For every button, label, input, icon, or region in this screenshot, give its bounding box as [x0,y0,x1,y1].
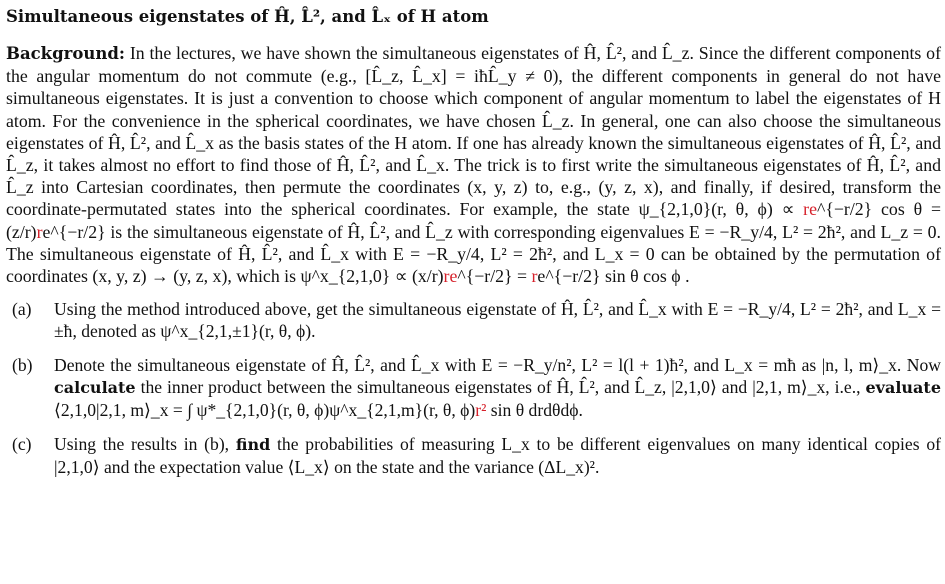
background-label: Background: [6,44,125,63]
question-c-text-1: Using the results in (b), [54,434,236,455]
background-text-2: ^{−r/2} cos θ = (z/r) [6,199,941,242]
highlight-re-1: re [803,199,817,220]
question-b-text-4: sin θ drdθdϕ. [486,400,583,421]
question-a-text: Using the method introduced above, get the simultaneous eigenstate of Ĥ, L̂², and L̂_x with E = −R_y/4, L² = 2ħ², and L_x = ±ħ, denoted as ψ^x_{2,1,±1}(r, θ, ϕ). [54,299,941,342]
question-c [6,433,941,478]
question-c-tag: (c) [12,434,32,455]
background-text-5: e^{−r/2} sin θ cos ϕ . [537,266,690,287]
question-b-text-3: ⟨2,1,0|2,1, m⟩_x = ∫ ψ*_{2,1,0}(r, θ, ϕ)ψ^x_{2,1,m}(r, θ, ϕ) [54,400,476,421]
highlight-re-2: re [443,266,458,287]
question-b-evaluate: evaluate [865,377,941,397]
question-c-find: find [235,435,271,455]
question-b-calculate: calculate [54,377,136,397]
highlight-r-2: r [531,266,538,287]
question-b-text-2: the inner product between the simultaneous eigenstates of Ĥ, L̂², and L̂_z, |2,1,0⟩ and |2,1, m⟩_x, i.e., [135,376,866,397]
question-b-text-1: Denote the simultaneous eigenstate of Ĥ, L̂², and L̂_x with E = −R_y/n², L² = l(l + 1)ħ², and L_x = mħ as |n, l, m⟩_x. Now [54,354,941,375]
background-paragraph [6,42,941,287]
highlight-r-1: r [36,221,43,242]
question-c-body [54,433,941,478]
background-text-3: e^{−r/2} is the simultaneous eigenstate of Ĥ, L̂², and L̂_z with corresponding eigenvalues E = −R_y/4, L² = 2ħ², and L_z = 0. The simultaneous eigenstate of Ĥ, L̂², and L̂_x with E = −R_y/4, L² = 2ħ², and L_x = 0 can be obtained by the permutation of coordinates (x, y, z) → (y, z, x), which is ψ^x_{2,1,0} ∝ (x/r) [6,221,941,287]
question-a-tag: (a) [12,299,32,320]
question-b-body [54,354,941,422]
question-b [6,354,941,422]
question-c-text-2: the probabilities of measuring L_x to be different eigenvalues on many identical copies of |2,1,0⟩ and the expectation value ⟨L_x⟩ on the state and the variance (ΔL_x)². [54,434,941,478]
question-b-r-squared: r² [475,400,487,421]
question-b-tag: (b) [12,354,33,375]
background-text-1: In the lectures, we have shown the simultaneous eigenstates of Ĥ, L̂², and L̂_z. Since the different components of the angular momentum do not commute (e.g., [L̂_z, L̂_x] = iħL̂_y ≠ 0), the different components in general do not have simultaneous eigenstates. It is just a convention to choose which component of angular momentum to label the eigenstates of H atom. For the convenience in the spherical coordinates, we have chosen L̂_z. In general, one can also choose the simultaneous eigenstates of Ĥ, L̂², and L̂_x as the basis states of the H atom. If one has already known the simultaneous eigenstates of Ĥ, L̂², and L̂_z, it takes almost no effort to find those of Ĥ, L̂², and L̂_x. The trick is to first write the simultaneous eigenstates of Ĥ, L̂², and L̂_z into Cartesian coordinates, then permute the coordinates (x, y, z) to, e.g., (y, z, x), and finally, if desired, transform the coordinate-permutated states into the spherical coordinates. For example, the state ψ_{2,1,0}(r, θ, ϕ) ∝ [6,43,941,220]
background-text-4: ^{−r/2} = [457,266,532,287]
question-a [6,298,941,342]
page-title: Simultaneous eigenstates of Ĥ, L̂², and L̂ₓ of H atom [6,7,489,26]
